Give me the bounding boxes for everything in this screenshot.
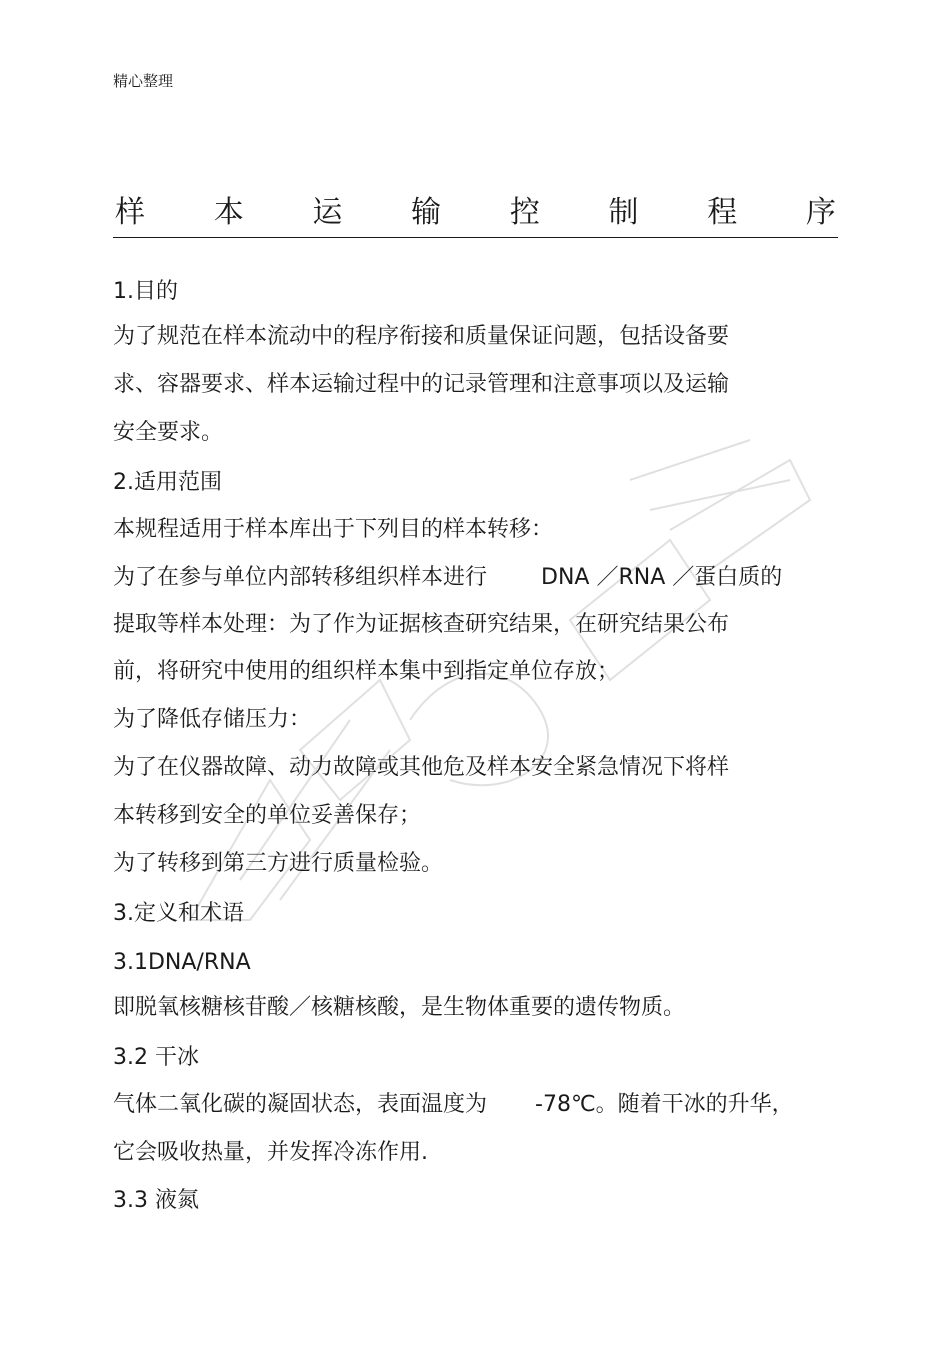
section-heading: 3.定义和术语 [113, 901, 244, 926]
body-line: 为了转移到第三方进行质量检验。 [113, 851, 444, 876]
body-text: 为了在参与单位内部转移组织样本进行 [113, 565, 488, 590]
subsection-heading: 3.2 干冰 [113, 1045, 199, 1070]
body-line: 本转移到安全的单位妥善保存； [113, 803, 422, 828]
document-title [113, 192, 838, 238]
body-line: 为了规范在样本流动中的程序衔接和质量保证问题，包括设备要 [113, 324, 730, 349]
title-char: 控 [509, 194, 540, 230]
section-heading: 1.目的 [113, 279, 178, 304]
title-char: 制 [608, 194, 639, 230]
body-line [113, 563, 782, 593]
body-line: 即脱氧核糖核苷酸／核糖核酸，是生物体重要的遗传物质。 [113, 995, 686, 1020]
title-char: 运 [312, 194, 343, 230]
title-char: 程 [707, 194, 738, 230]
body-line [113, 1090, 794, 1120]
body-line: 本规程适用于样本库出于下列目的样本转移： [113, 517, 554, 542]
body-line: 为了降低存储压力： [113, 707, 312, 732]
subsection-heading: 3.3 液氮 [113, 1188, 199, 1213]
body-text: -78℃。随着干冰的升华， [535, 1092, 794, 1117]
body-text: 气体二氧化碳的凝固状态，表面温度为 [113, 1092, 488, 1117]
section-heading: 2.适用范围 [113, 470, 222, 495]
title-char: 序 [805, 194, 836, 230]
body-line: 为了在仪器故障、动力故障或其他危及样本安全紧急情况下将样 [113, 755, 730, 780]
title-char: 本 [213, 194, 244, 230]
body-text: DNA ／RNA ／蛋白质的 [541, 565, 783, 590]
subsection-heading: 3.1DNA/RNA [113, 950, 251, 975]
title-char: 输 [411, 194, 442, 230]
body-line: 提取等样本处理：为了作为证据核查研究结果，在研究结果公布 [113, 612, 730, 637]
header-note: 精心整理 [113, 72, 174, 90]
body-line: 求、容器要求、样本运输过程中的记录管理和注意事项以及运输 [113, 372, 730, 397]
body-line: 安全要求。 [113, 420, 224, 445]
body-line: 前，将研究中使用的组织样本集中到指定单位存放； [113, 659, 620, 684]
body-line: 它会吸收热量，并发挥冷冻作用. [113, 1140, 428, 1165]
title-char: 样 [115, 194, 145, 230]
